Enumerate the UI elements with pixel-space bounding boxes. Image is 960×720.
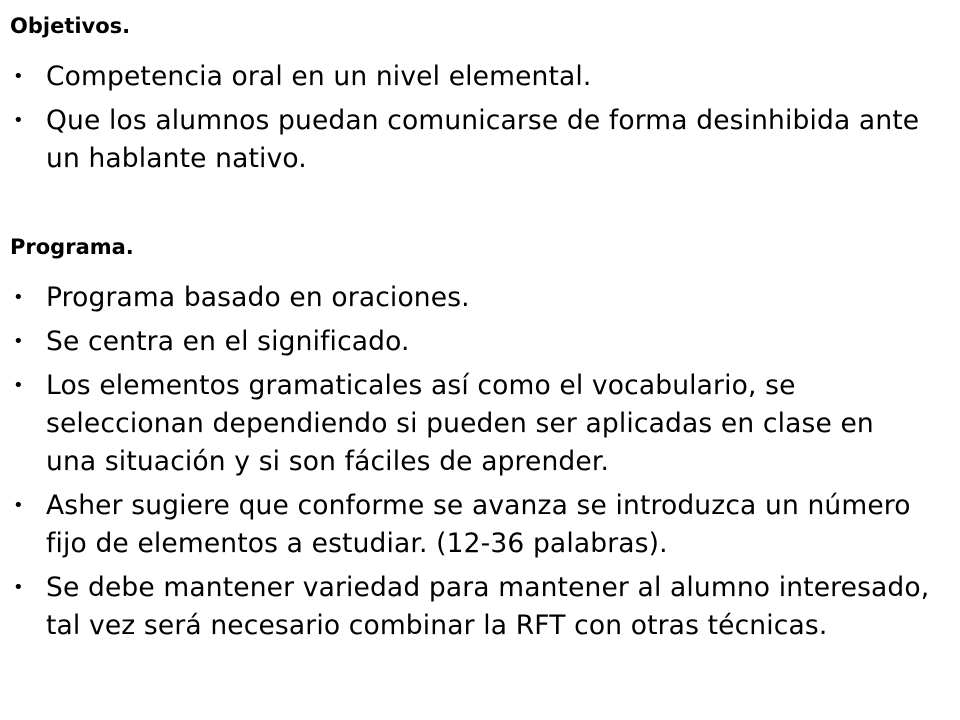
bullet-item [0, 323, 960, 361]
bullet-text: Los elementos gramaticales así como el vocabulario, se seleccionan dependiendo si pueden ser aplicadas en clase en una situación y si son fáciles de aprender. [46, 370, 874, 477]
bullet-item [0, 58, 960, 96]
bullet-icon: • [13, 331, 24, 352]
bullet-icon: • [13, 577, 24, 598]
bullet-icon: • [13, 375, 24, 396]
bullet-item [0, 487, 960, 563]
section-heading-objetivos: Objetivos. [10, 14, 131, 38]
bullet-item [0, 569, 960, 645]
bullet-text: Se centra en el significado. [46, 326, 410, 357]
bullet-text: Se debe mantener variedad para mantener al alumno interesado, tal vez será necesario combinar la RFT con otras técnicas. [46, 572, 930, 641]
bullet-item [0, 102, 960, 178]
bullet-list-objetivos [0, 58, 960, 184]
bullet-item [0, 367, 960, 481]
bullet-text: Competencia oral en un nivel elemental. [46, 61, 592, 92]
bullet-icon: • [13, 110, 24, 131]
bullet-list-programa [0, 279, 960, 651]
bullet-item [0, 279, 960, 317]
bullet-text: Programa basado en oraciones. [46, 282, 470, 313]
bullet-icon: • [13, 66, 24, 87]
bullet-icon: • [13, 495, 24, 516]
section-heading-programa: Programa. [10, 235, 134, 259]
bullet-text: Que los alumnos puedan comunicarse de forma desinhibida ante un hablante nativo. [46, 105, 920, 174]
bullet-icon: • [13, 287, 24, 308]
bullet-text: Asher sugiere que conforme se avanza se introduzca un número fijo de elementos a estudiar. (12-36 palabras). [46, 490, 911, 559]
